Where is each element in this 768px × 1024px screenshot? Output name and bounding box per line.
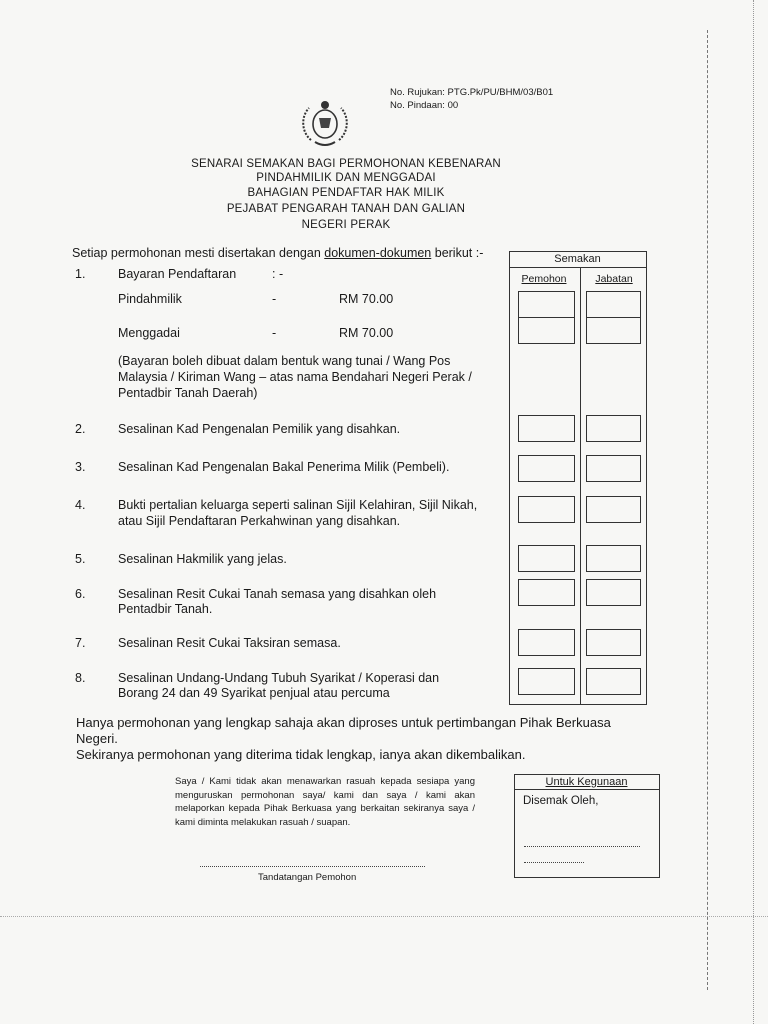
item-text: Sesalinan Kad Pengenalan Pemilik yang disahkan. <box>118 422 401 436</box>
item-number: 7. <box>75 636 86 650</box>
signature-label: Tandatangan Pemohon <box>258 872 357 883</box>
item-number: 4. <box>75 498 86 512</box>
semakan-heading: Semakan <box>554 253 601 265</box>
reference-number: No. Rujukan: PTG.Pk/PU/BHM/03/B01 <box>390 87 554 98</box>
payment-note: (Bayaran boleh dibuat dalam bentuk wang tunai / Wang Pos <box>118 354 451 368</box>
jabatan-checkbox[interactable] <box>586 455 641 482</box>
item-text: Sesalinan Resit Cukai Tanah semasa yang disahkan oleh <box>118 587 437 601</box>
intro-sentence <box>72 246 483 260</box>
pemohon-checkbox[interactable] <box>518 455 575 482</box>
item-number: 8. <box>75 671 86 685</box>
jabatan-checkbox[interactable] <box>586 579 641 606</box>
return-note: Sekiranya permohonan yang diterima tidak lengkap, ianya akan dikembalikan. <box>76 747 526 762</box>
pemohon-checkbox[interactable] <box>518 415 575 442</box>
pemohon-checkbox[interactable] <box>518 579 575 606</box>
item-text: Borang 24 dan 49 Syarikat penjual atau percuma <box>118 686 390 700</box>
pemohon-column-header: Pemohon <box>521 273 567 285</box>
anti-bribery-declaration: Saya / Kami tidak akan menawarkan rasuah kepada sesiapa yang menguruskan permohonan saya/ kami dan saya / kami akan melaporkan kepada Pihak Berkuasa yang berkaitan sekiranya saya / kami diminta melakukan rasuah / suapan. <box>175 776 475 828</box>
payment-note: Malaysia / Kiriman Wang – atas nama Bendahari Negeri Perak / <box>118 370 472 384</box>
checker-date-line[interactable] <box>524 862 584 863</box>
jabatan-checkbox[interactable] <box>586 496 641 523</box>
item-number: 6. <box>75 587 86 601</box>
item-text: atau Sijil Pendaftaran Perkahwinan yang disahkan. <box>118 514 401 528</box>
pemohon-checkbox[interactable] <box>518 291 575 318</box>
title-line: PINDAHMILIK DAN MENGGADAI <box>256 172 436 184</box>
item-text: Sesalinan Hakmilik yang jelas. <box>118 552 287 566</box>
item-text: Sesalinan Kad Pengenalan Bakal Penerima Milik (Pembeli). <box>118 460 450 474</box>
table-divider <box>509 267 646 268</box>
intro-lead: Setiap permohonan mesti disertakan dengan <box>72 246 325 260</box>
amendment-number: No. Pindaan: 00 <box>390 100 459 111</box>
intro-underlined: dokumen-dokumen <box>324 246 432 260</box>
jabatan-column-header: Jabatan <box>595 273 633 285</box>
title-line: NEGERI PERAK <box>301 219 391 231</box>
item-text: Sesalinan Undang-Undang Tubuh Syarikat / Koperasi dan <box>118 671 440 685</box>
office-use-divider <box>514 789 659 790</box>
item-text: Bayaran Pendaftaran <box>118 267 237 281</box>
completeness-note: Hanya permohonan yang lengkap sahaja akan diproses untuk pertimbangan Pihak Berkuasa <box>76 715 611 730</box>
checker-signature-line[interactable] <box>524 846 640 847</box>
fee-label-menggadai: Menggadai <box>118 326 180 340</box>
completeness-note: Negeri. <box>76 731 118 746</box>
checked-by-label: Disemak Oleh, <box>523 795 599 807</box>
item-text: Pentadbir Tanah. <box>118 602 213 616</box>
jabatan-checkbox[interactable] <box>586 291 641 318</box>
pemohon-checkbox[interactable] <box>518 317 575 344</box>
item-number: 5. <box>75 552 86 566</box>
fee-amount-pindahmilik: RM 70.00 <box>339 292 394 306</box>
item-number: 1. <box>75 267 86 281</box>
intro-trail: berikut :- <box>431 246 484 260</box>
title-line: BAHAGIAN PENDAFTAR HAK MILIK <box>247 187 445 199</box>
fee-amount-menggadai: RM 70.00 <box>339 326 394 340</box>
pemohon-checkbox[interactable] <box>518 545 575 572</box>
fee-label-pindahmilik: Pindahmilik <box>118 292 182 306</box>
scan-edge-line <box>0 916 768 917</box>
pemohon-checkbox[interactable] <box>518 496 575 523</box>
fee-dash: - <box>272 292 277 306</box>
pemohon-checkbox[interactable] <box>518 668 575 695</box>
item-number: 2. <box>75 422 86 436</box>
office-use-title: Untuk Kegunaan <box>545 776 628 788</box>
jabatan-checkbox[interactable] <box>586 629 641 656</box>
scan-edge-line <box>753 0 754 1024</box>
pemohon-checkbox[interactable] <box>518 629 575 656</box>
fee-dash: - <box>272 326 277 340</box>
item-text: Sesalinan Resit Cukai Taksiran semasa. <box>118 636 341 650</box>
perak-crest-icon <box>297 96 353 150</box>
jabatan-checkbox[interactable] <box>586 415 641 442</box>
payment-note: Pentadbir Tanah Daerah) <box>118 386 258 400</box>
jabatan-checkbox[interactable] <box>586 668 641 695</box>
item-text: Bukti pertalian keluarga seperti salinan Sijil Kelahiran, Sijil Nikah, <box>118 498 478 512</box>
jabatan-checkbox[interactable] <box>586 545 641 572</box>
table-divider <box>580 267 581 704</box>
scan-edge-line <box>707 30 708 990</box>
title-line: PEJABAT PENGARAH TANAH DAN GALIAN <box>226 203 466 215</box>
signature-line[interactable] <box>200 866 425 867</box>
item-number: 3. <box>75 460 86 474</box>
title-line: SENARAI SEMAKAN BAGI PERMOHONAN KEBENARAN <box>191 158 501 170</box>
item-colon: : - <box>272 267 284 281</box>
jabatan-checkbox[interactable] <box>586 317 641 344</box>
